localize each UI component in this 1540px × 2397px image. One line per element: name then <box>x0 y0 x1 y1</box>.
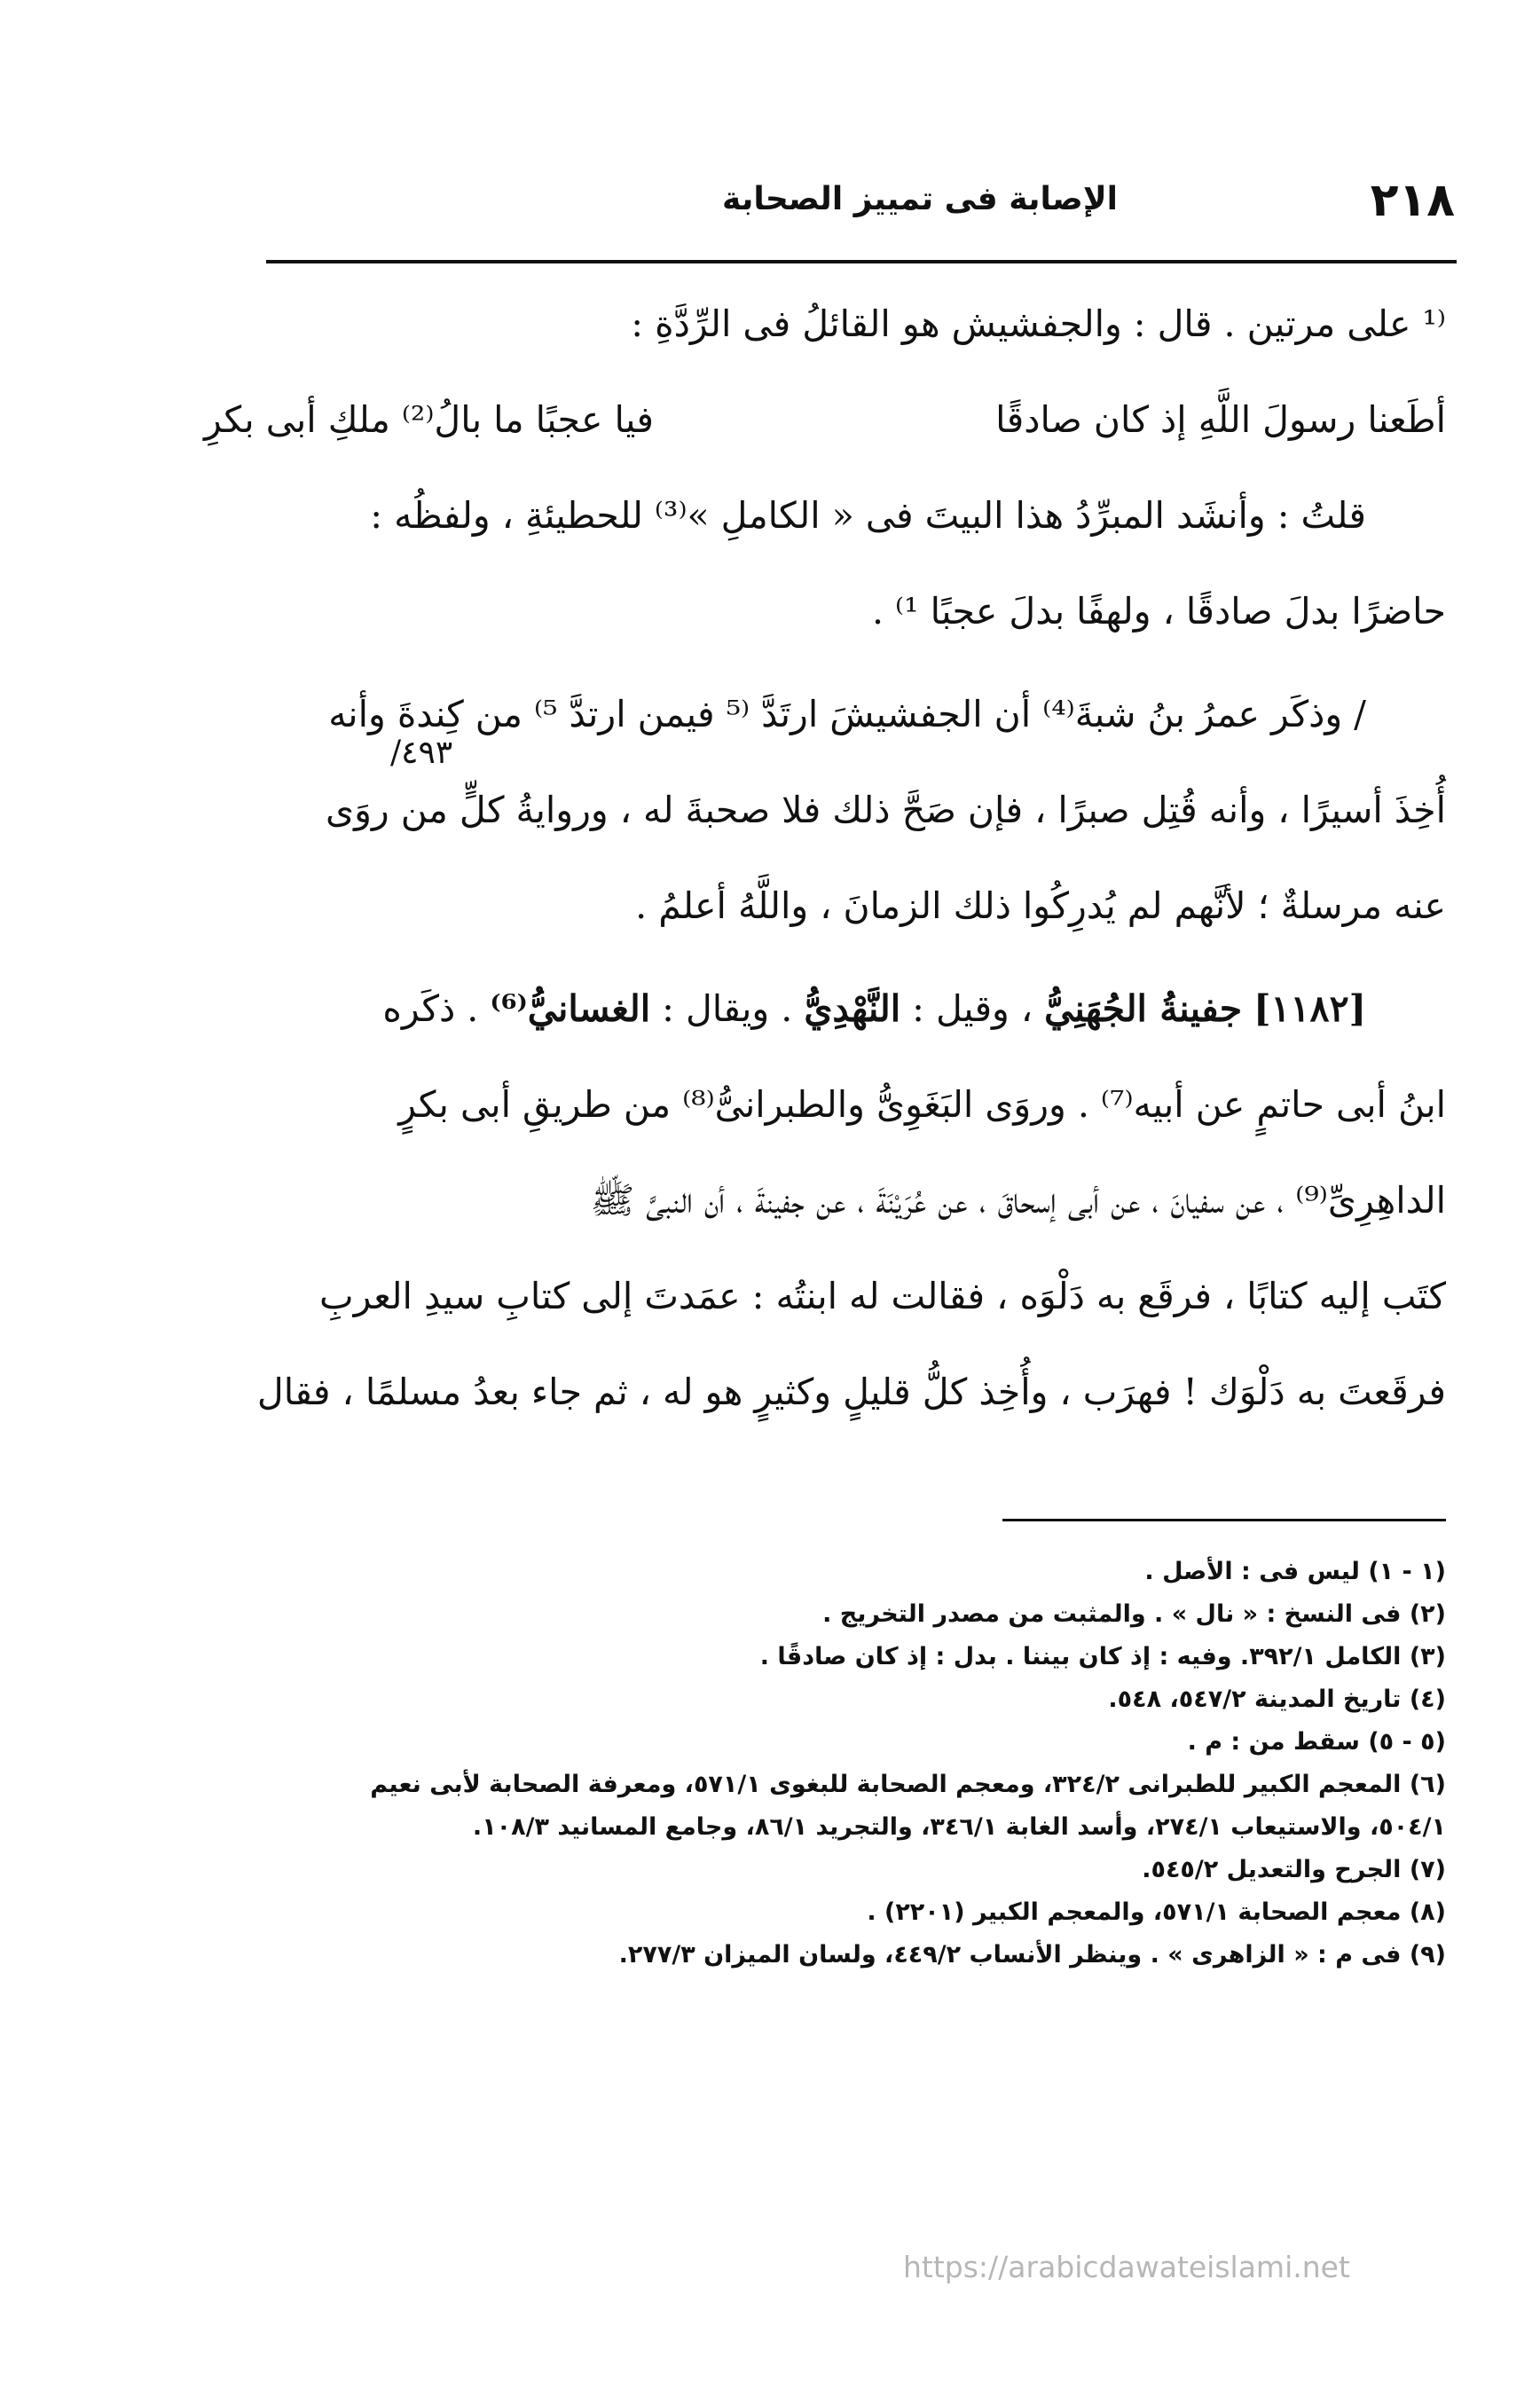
footnote: (٨) معجم الصحابة ٥٧١/١، والمعجم الكبير (٢٢٠١) . <box>867 1898 1446 1926</box>
footnote: (٩) فى م : « الزاهرى » . وينظر الأنساب ٤٤٩/٢، ولسان الميزان ٢٧٧/٣. <box>618 1941 1446 1969</box>
header-rule <box>266 260 1457 263</box>
footnote: (٤) تاريخ المدينة ٥٤٧/٢، ٥٤٨. <box>1108 1686 1446 1713</box>
footnote: (٣) الكامل ٣٩٢/١. وفيه : إذ كان بيننا . بدل : إذ كان صادقًا . <box>759 1643 1446 1670</box>
text-line-11: كتَب إليه كتابًا ، فرقَع به دَلْوَه ، فقالت له ابنتُه : عمَدتَ إلى كتابِ سيدِ العربِ <box>319 1275 1446 1317</box>
footnote: (١ - ١) ليس فى : الأصل . <box>1144 1558 1446 1585</box>
main-text <box>204 302 1446 1466</box>
verse-second-hemistich: فيا عجبًا ما بالُ⁽²⁾ ملكِ أبى بكرِ <box>204 398 654 441</box>
text-line-12: فرقَعتَ به دَلْوَك ! فهرَب ، وأُخِذ كلُّ قليلٍ وكثيرٍ هو له ، ثم جاء بعدُ مسلمًا ، فقال <box>256 1371 1446 1413</box>
text-line-7: عنه مرسلةٌ ؛ لأنَّهم لم يُدرِكُوا ذلك الزمانَ ، واللَّهُ أعلمُ . <box>635 884 1446 927</box>
footnote: (٢) فى النسخ : « نال » . والمثبت من مصدر التخريج . <box>822 1600 1446 1628</box>
entry-heading-line <box>204 986 1446 1082</box>
footnote-rule <box>1002 1519 1446 1521</box>
text-line-5: / وذكَر عمرُ بنُ شبةَ⁽⁴⁾ أن الجفشيشَ ارتَدَّ ⁽⁵ فيمن ارتدَّ ⁵⁾ من كِندةَ وأنه <box>328 693 1366 735</box>
running-title: الإصابة فى تمييز الصحابة <box>722 181 1118 217</box>
entry-text-1: ، وقيل : <box>912 987 1033 1030</box>
footnote: ٥٠٤/١، والاستيعاب ٢٧٤/١، وأسد الغابة ٣٤٦/١، والتجريد ٨٦/١، وجامع المسانيد ١٠٨/٣. <box>472 1813 1446 1841</box>
verse-first-hemistich: أطَعنا رسولَ اللَّهِ إذ كان صادقًا <box>995 398 1446 441</box>
entry-text-2: . ويقال : <box>662 987 793 1030</box>
text-line-6: أُخِذَ أسيرًا ، وأنه قُتِل صبرًا ، فإن صَحَّ ذلك فلا صحبةَ له ، وروايةُ كلٍّ من روَى <box>325 789 1446 831</box>
text-line-1: ⁽¹ على مرتين . قال : والجفشيش هو القائلُ فى الرِّدَّةِ : <box>631 303 1446 345</box>
footnote: (٥ - ٥) سقط من : م . <box>1187 1728 1446 1756</box>
entry-text-3: . ذكَره <box>382 987 479 1030</box>
page-number: ٢١٨ <box>1370 174 1455 227</box>
text-line-10: الداهِرِىِّ⁽⁹⁾ ، عن سفيانَ ، عن أبى إسحاقَ ، عن عُرَيْنَةَ ، عن جفينةَ ، أن النبىَّ ﷺ <box>590 1179 1446 1222</box>
text-line-9: ابنُ أبى حاتمٍ عن أبيه⁽⁷⁾ . وروَى البَغَوِىُّ والطبرانىُّ⁽⁸⁾ من طريقِ أبى بكرٍ <box>398 1083 1446 1126</box>
page-header <box>266 169 1455 240</box>
margin-page-reference: ٤٩٣/ <box>390 735 453 771</box>
entry-alt-name-1: النَّهْدِيُّ <box>804 987 901 1030</box>
poem-verse <box>204 397 1446 493</box>
entry-alt-name-2: الغسانيُّ⁽⁶⁾ <box>490 987 651 1030</box>
footnotes <box>204 1551 1446 1977</box>
text-line-4: حاضرًا بدلَ صادقًا ، ولهفًا بدلَ عجبًا ¹⁾ . <box>871 590 1446 633</box>
entry-name: جفينةُ الجُهَنِيُّ <box>1044 987 1243 1030</box>
footnote: (٦) المعجم الكبير للطبرانى ٣٢٤/٢، ومعجم الصحابة للبغوى ٥٧١/١، ومعرفة الصحابة لأبى نعيم <box>370 1771 1446 1798</box>
text-line-3: قلتُ : وأنشَد المبرِّدُ هذا البيتَ فى « الكاملِ »⁽³⁾ للحطيئةِ ، ولفظُه : <box>370 494 1366 537</box>
footnote: (٧) الجرح والتعديل ٥٤٥/٢. <box>1142 1856 1446 1883</box>
entry-number: [١١٨٢] <box>1253 987 1366 1030</box>
watermark-url: https://arabicdawateislami.net <box>903 2250 1350 2284</box>
